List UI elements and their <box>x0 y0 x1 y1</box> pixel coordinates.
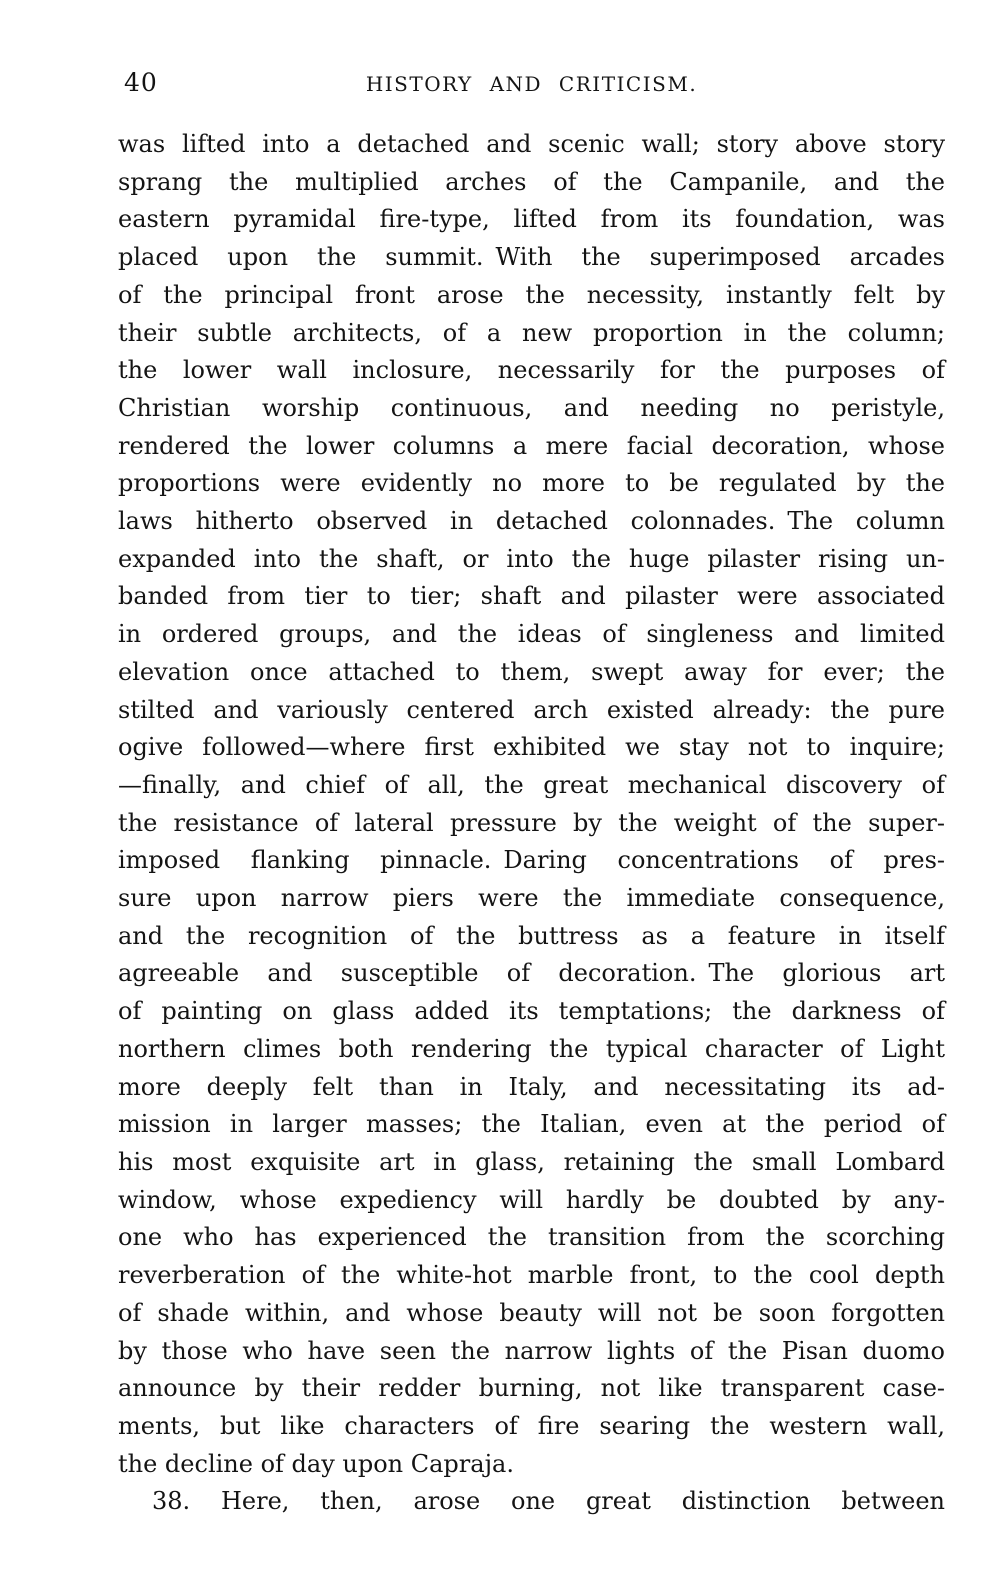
text-line: of painting on glass added its temptations; the darkness of <box>118 997 945 1026</box>
text-line: in ordered groups, and the ideas of singleness and limited <box>118 620 945 649</box>
running-header <box>118 68 945 100</box>
text-line: his most exquisite art in glass, retaining the small Lombard <box>118 1147 945 1176</box>
page-number: 40 <box>124 68 158 97</box>
text-line: by those who have seen the narrow lights of the Pisan duomo <box>118 1336 945 1365</box>
text-line: stilted and variously centered arch existed already: the pure <box>118 695 945 724</box>
text-line: of the principal front arose the necessity, instantly felt by <box>118 280 945 309</box>
running-title: HISTORY AND CRITICISM. <box>365 72 698 96</box>
text-line: sure upon narrow piers were the immediate consequence, <box>118 884 945 913</box>
text-line: eastern pyramidal fire-type, lifted from its foundation, was <box>118 205 945 234</box>
text-line: proportions were evidently no more to be regulated by the <box>118 469 945 498</box>
text-line: window, whose expediency will hardly be doubted by any- <box>118 1185 945 1214</box>
text-line: ments, but like characters of fire searing the western wall, <box>118 1411 945 1440</box>
text-line: their subtle architects, of a new proportion in the column; <box>118 318 945 347</box>
text-line: banded from tier to tier; shaft and pilaster were associated <box>118 582 945 611</box>
text-line: 38. Here, then, arose one great distinction between <box>152 1487 945 1516</box>
text-line: the decline of day upon Capraja. <box>118 1449 514 1478</box>
body-text <box>118 126 945 1521</box>
text-line: rendered the lower columns a mere facial decoration, whose <box>118 431 945 460</box>
text-line: announce by their redder burning, not like transparent case- <box>118 1374 945 1403</box>
text-line: expanded into the shaft, or into the huge pilaster rising un- <box>118 544 945 573</box>
text-line: northern climes both rendering the typical character of Light <box>118 1034 945 1063</box>
text-line: agreeable and susceptible of decoration. The glorious art <box>118 959 945 988</box>
text-line: placed upon the summit. With the superimposed arcades <box>118 243 945 272</box>
text-line: one who has experienced the transition from the scorching <box>118 1223 945 1252</box>
text-line: mission in larger masses; the Italian, even at the period of <box>118 1110 945 1139</box>
text-line: the resistance of lateral pressure by the weight of the super- <box>118 808 945 837</box>
text-line: Christian worship continuous, and needing no peristyle, <box>118 393 945 422</box>
text-line: laws hitherto observed in detached colonnades. The column <box>118 507 945 536</box>
text-line: ogive followed—where first exhibited we stay not to inquire; <box>118 733 945 762</box>
text-line: sprang the multiplied arches of the Campanile, and the <box>118 167 945 196</box>
text-line: —finally, and chief of all, the great mechanical discovery of <box>118 770 945 799</box>
text-line: and the recognition of the buttress as a feature in itself <box>118 921 945 950</box>
text-line: was lifted into a detached and scenic wall; story above story <box>118 130 945 158</box>
text-line: elevation once attached to them, swept away for ever; the <box>118 657 945 686</box>
text-line: the lower wall inclosure, necessarily for the purposes of <box>118 356 945 385</box>
text-line: reverberation of the white-hot marble front, to the cool depth <box>118 1261 945 1290</box>
text-line: more deeply felt than in Italy, and necessitating its ad- <box>118 1072 945 1101</box>
text-line: of shade within, and whose beauty will not be soon forgotten <box>118 1298 945 1327</box>
text-line: imposed flanking pinnacle. Daring concentrations of pres- <box>118 846 945 875</box>
